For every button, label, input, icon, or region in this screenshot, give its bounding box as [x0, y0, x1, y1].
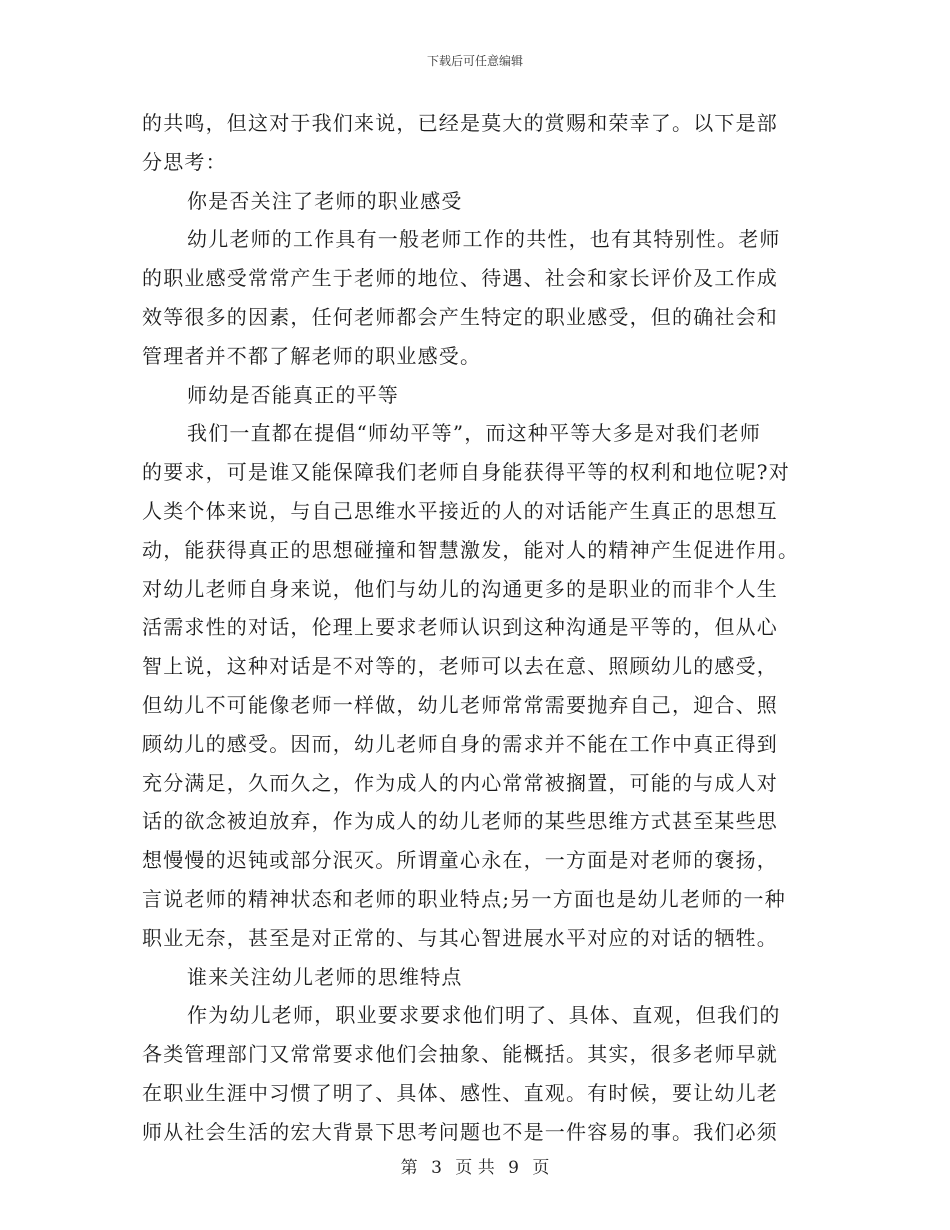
document-body — [142, 104, 810, 1152]
footer-middle: 页 共 — [455, 1158, 495, 1178]
text-line: 顾幼儿的感受。因而，幼儿老师自身的需求并不能在工作中真正得到 — [142, 731, 778, 756]
text-line: 人类个体来说，与自己思维水平接近的人的对话能产生真正的思想互 — [142, 498, 778, 523]
text-line: 的要求，可是谁又能保障我们老师自身能获得平等的权利和地位呢?对 — [142, 460, 790, 485]
text-line: 话的欲念被迫放弃，作为成人的幼儿老师的某些思维方式甚至某些思 — [142, 809, 778, 834]
text-line: 我们一直都在提倡“师幼平等”，而这种平等大多是对我们老师 — [187, 421, 762, 446]
footer-suffix: 页 — [532, 1158, 550, 1178]
text-line: 想慢慢的迟钝或部分泯灭。所谓童心永在，一方面是对老师的褒扬， — [142, 848, 778, 873]
text-line: 充分满足，久而久之，作为成人的内心常常被搁置，可能的与成人对 — [142, 770, 778, 795]
text-line: 言说老师的精神状态和老师的职业特点;另一方面也是幼儿老师的一种 — [142, 886, 786, 911]
text-line: 对幼儿老师自身来说，他们与幼儿的沟通更多的是职业的而非个人生 — [142, 576, 778, 601]
text-line: 的共鸣，但这对于我们来说，已经是莫大的赏赐和荣幸了。以下是部 — [142, 111, 778, 135]
text-line: 师幼是否能真正的平等 — [187, 382, 399, 407]
text-line: 智上说，这种对话是不对等的，老师可以去在意、照顾幼儿的感受， — [142, 654, 778, 679]
text-line: 各类管理部门又常常要求他们会抽象、能概括。其实，很多老师早就 — [142, 1042, 778, 1067]
page-header: 下载后可任意编辑 — [426, 54, 523, 68]
text-line: 师从社会生活的宏大背景下思考问题也不是一件容易的事。我们必须 — [142, 1119, 778, 1144]
text-line: 在职业生涯中习惯了明了、具体、感性、直观。有时候，要让幼儿老 — [142, 1080, 778, 1105]
text-line: 但幼儿不可能像老师一样做，幼儿老师常常需要抛弃自己，迎合、照 — [142, 692, 778, 717]
text-line: 分思考： — [142, 149, 227, 174]
text-line: 活需求性的对话，伦理上要求老师认识到这种沟通是平等的，但从心 — [142, 615, 778, 640]
text-line: 管理者并不都了解老师的职业感受。 — [142, 343, 482, 368]
text-line: 职业无奈，甚至是对正常的、与其心智进展水平对应的对话的牺牲。 — [142, 925, 778, 950]
text-line: 你是否关注了老师的职业感受 — [187, 188, 463, 213]
text-line: 效等很多的因素，任何老师都会产生特定的职业感受，但的确社会和 — [142, 304, 778, 329]
text-line: 动，能获得真正的思想碰撞和智慧激发，能对人的精神产生促进作用。 — [142, 537, 800, 562]
footer-total-pages: 9 — [508, 1158, 519, 1178]
footer-prefix: 第 — [400, 1158, 418, 1178]
text-line: 谁来关注幼儿老师的思维特点 — [187, 964, 463, 989]
footer-page-number: 3 — [431, 1158, 442, 1178]
page-footer — [0, 1153, 950, 1178]
text-line: 的职业感受常常产生于老师的地位、待遇、社会和家长评价及工作成 — [142, 266, 778, 291]
text-line: 幼儿老师的工作具有一般老师工作的共性，也有其特别性。老师 — [187, 227, 781, 252]
text-line: 作为幼儿老师，职业要求要求他们明了、具体、直观，但我们的 — [187, 1003, 781, 1028]
